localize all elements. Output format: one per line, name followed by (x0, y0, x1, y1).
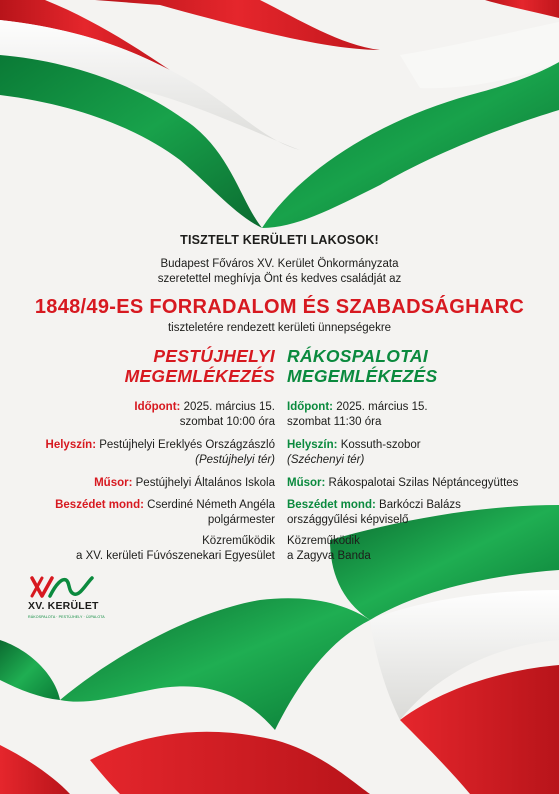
ribbon-red-top-center (95, 0, 380, 50)
ribbon-red-bottom-center (90, 732, 370, 794)
left-speech-role: polgármester (207, 514, 275, 526)
right-place (287, 438, 421, 468)
subline: tiszteletére rendezett kerületi ünnepségekre (167, 322, 392, 334)
ribbon-green-bottom-center (60, 598, 370, 730)
left-title-line-1: PESTÚJHELYI (153, 346, 275, 366)
ribbon-green-top-right (262, 62, 559, 228)
left-time-hour: szombat 10:00 óra (179, 416, 275, 428)
left-coop (76, 534, 275, 564)
left-place-detail: (Pestújhelyi tér) (195, 454, 275, 466)
left-place (46, 438, 275, 468)
left-title-line-2: MEGEMLÉKEZÉS (124, 366, 275, 386)
right-place-label: Helyszín: (287, 439, 338, 451)
left-coop-line-2: a XV. kerületi Fúvószenekari Egyesület (75, 550, 275, 562)
left-speech (55, 498, 275, 528)
left-time (134, 400, 275, 430)
left-speech-label: Beszédet mond: (55, 499, 144, 511)
right-place-value: Kossuth-szobor (340, 439, 421, 451)
intro-line-2: szeretettel meghívja Önt és kedves családját az (157, 273, 402, 285)
left-speech-name: Cserdiné Németh Angéla (147, 499, 275, 511)
left-coop-line-1: Közreműködik (202, 535, 275, 547)
right-time-date: 2025. március 15. (336, 401, 428, 413)
right-time (287, 400, 428, 430)
left-time-label: Időpont: (134, 401, 181, 413)
left-place-label: Helyszín: (45, 439, 97, 451)
right-column-title (287, 346, 437, 386)
right-time-label: Időpont: (287, 401, 333, 413)
right-title-line-1: RÁKOSPALOTAI (287, 346, 429, 366)
right-program-label: Műsor: (287, 477, 326, 489)
left-program-value: Pestújhelyi Általános Iskola (135, 477, 275, 489)
left-column-title (125, 346, 275, 386)
right-speech-role: országgyűlési képviselő (287, 514, 409, 526)
left-place-value: Pestújhelyi Ereklyés Országzászló (99, 439, 275, 451)
right-coop-line-1: Közreműködik (287, 535, 360, 547)
intro-line-1: Budapest Főváros XV. Kerület Önkormányzata (160, 258, 399, 270)
right-title-line-2: MEGEMLÉKEZÉS (287, 366, 438, 386)
logo-subtitle: RÁKOSPALOTA · PESTÚJHELY · ÚJPALOTA (28, 615, 105, 619)
right-place-detail: (Széchenyi tér) (287, 454, 365, 466)
right-coop (287, 534, 371, 564)
left-program (94, 476, 275, 491)
right-time-hour: szombat 11:30 óra (287, 416, 382, 428)
right-speech (287, 498, 461, 528)
right-program (287, 476, 518, 491)
greeting: TISZTELT KERÜLETI LAKOSOK! (180, 233, 379, 247)
right-coop-line-2: a Zagyva Banda (287, 550, 371, 562)
right-speech-label: Beszédet mond: (287, 499, 376, 511)
left-program-label: Műsor: (94, 477, 133, 489)
ribbon-red-top-right (485, 0, 559, 18)
headline: 1848/49-ES FORRADALOM ÉS SZABADSÁGHARC (34, 296, 525, 318)
right-program-value: Rákospalotai Szilas Néptáncegyüttes (328, 477, 519, 489)
left-time-date: 2025. március 15. (183, 401, 275, 413)
logo-title: XV. KERÜLET (28, 600, 99, 612)
right-speech-name: Barkóczi Balázs (379, 499, 461, 511)
